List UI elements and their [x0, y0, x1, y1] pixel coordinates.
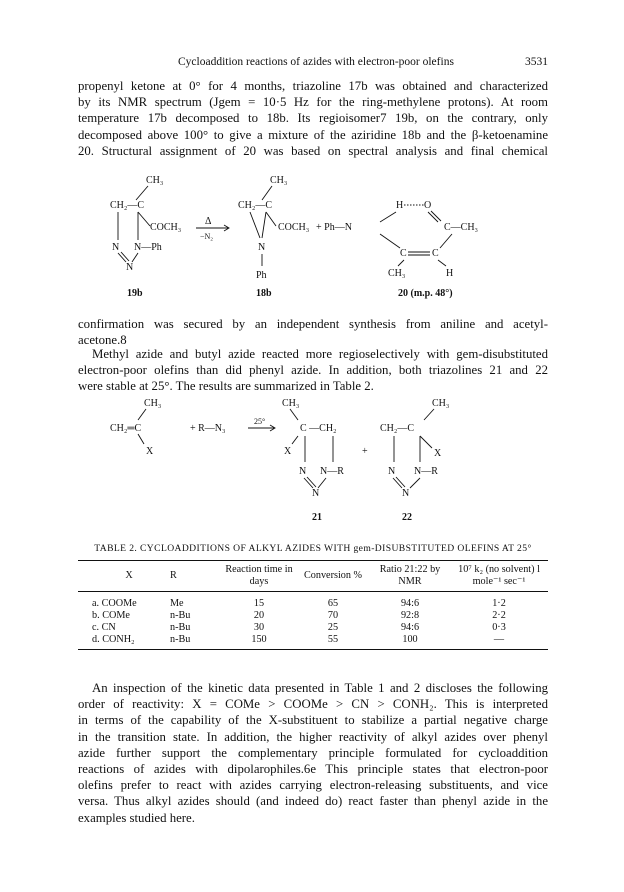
page-number: 3531 — [525, 56, 548, 68]
arrow-above-label-2: 25° — [254, 417, 266, 426]
text-line: examples studied here. — [78, 810, 195, 825]
cell-k2: 2·2 — [492, 610, 506, 621]
cell-x: b. COMe — [92, 610, 130, 621]
text-line: decomposed above 100° to give a mixture of the aziridine 18b and the β-ketoenamine — [78, 127, 548, 142]
cell-x: a. COOMe — [92, 598, 137, 609]
text-line: by its NMR spectrum (Jgem = 10·5 Hz for the ring-methylene protons). At room — [78, 95, 548, 110]
table-header-row — [78, 561, 548, 592]
text-line: Methyl azide and butyl azide reacted more regioselectively with gem-disubstituted — [92, 347, 548, 361]
table-row — [78, 622, 548, 634]
svg-text:X: X — [284, 446, 292, 457]
svg-text:CH₃: CH₃ — [144, 398, 162, 409]
reaction-arrow-1 — [196, 216, 229, 241]
cell-conversion: 25 — [327, 622, 339, 633]
text-line: 20. Structural assignment of 20 was based on spectral analysis and final chemical — [78, 143, 548, 158]
text-line: An inspection of the kinetic data presented in Table 1 and 2 discloses the following — [92, 681, 548, 695]
arrow-above-label: Δ — [205, 216, 212, 227]
structure-18b — [238, 175, 309, 299]
paragraph-3 — [78, 346, 548, 395]
cell-x: d. CONH₂ — [78, 634, 168, 650]
cell-r: n-Bu — [170, 622, 191, 633]
reaction-arrow-2 — [190, 417, 275, 434]
structure-22 — [380, 398, 449, 523]
plus-sign: + — [362, 446, 368, 457]
paragraph-2 — [78, 316, 548, 348]
cell-r: n-Bu — [170, 610, 191, 621]
svg-text:N—R: N—R — [320, 466, 344, 477]
header-ratio: Ratio 21:22 by NMR — [370, 561, 450, 592]
cell-r: n-Bu — [168, 634, 222, 650]
arrow-below-label: −N₂ — [200, 232, 214, 241]
svg-text:N: N — [126, 262, 134, 273]
cell-k2: — — [450, 634, 548, 650]
cell-k2: 0·3 — [492, 622, 506, 633]
label-20: 20 (m.p. 48°) — [398, 288, 453, 299]
structure-olefin — [110, 398, 161, 457]
svg-text:CH₂═C: CH₂═C — [110, 423, 142, 434]
svg-text:C —CH₂: C —CH₂ — [300, 423, 337, 434]
text-line: azide further support the complementary principle formulated for cycloaddition — [78, 745, 548, 760]
svg-text:H: H — [446, 268, 454, 279]
label-19b: 19b — [127, 288, 143, 299]
svg-text:COCH₃: COCH₃ — [278, 222, 310, 233]
svg-text:N—Ph: N—Ph — [134, 242, 162, 253]
cell-x: c. CN — [92, 622, 116, 633]
text-line: reactions of azides with dipolarophiles.6e This principle states that electron-poor — [78, 762, 548, 777]
running-head-title: Cycloaddition reactions of azides with electron-poor olefins — [178, 56, 454, 68]
text-line: versa. Thus alkyl azides should (and indeed do) react faster than phenyl azide in the — [78, 794, 548, 809]
cell-r: Me — [170, 598, 184, 609]
svg-text:N—R: N—R — [414, 466, 438, 477]
paragraph-4 — [78, 680, 548, 826]
svg-text:CH₃: CH₃ — [270, 175, 288, 186]
cell-ratio: 94:6 — [400, 598, 420, 609]
table-row — [78, 610, 548, 622]
svg-text:CH₃: CH₃ — [146, 175, 164, 186]
svg-text:CH₃: CH₃ — [282, 398, 300, 409]
svg-text:N: N — [312, 488, 320, 499]
paragraph-1 — [78, 78, 548, 159]
svg-text:CH₂—C: CH₂—C — [380, 423, 415, 434]
svg-text:N: N — [402, 488, 410, 499]
svg-text:H: H — [396, 200, 404, 211]
svg-text:N: N — [299, 466, 307, 477]
header-rate-constant: 10⁷ k₂ (no solvent) l mole⁻¹ sec⁻¹ — [450, 561, 548, 592]
text-line: order of reactivity: X = COMe > COOMe > CN > CONH₂. This is interpreted — [78, 697, 548, 712]
svg-text:Ph: Ph — [256, 270, 267, 281]
text-line: propenyl ketone at 0° for 4 months, triazoline 17b was obtained and characterized — [78, 79, 548, 93]
svg-text:N: N — [112, 242, 120, 253]
svg-text:C—CH₃: C—CH₃ — [444, 222, 479, 233]
header-r: R — [168, 561, 222, 592]
structure-20 — [380, 200, 478, 299]
text-line: were stable at 25°. The results are summarized in Table 2. — [78, 379, 374, 394]
header-x: X — [78, 561, 168, 592]
svg-text:C: C — [432, 248, 439, 259]
label-18b: 18b — [256, 288, 272, 299]
text-line: temperature 17b decomposed to 18b. Its regioisomer7 19b, on the contrary, only — [78, 111, 548, 126]
reagent-label: + R—N₃ — [190, 423, 226, 434]
header-reaction-time: Reaction time in days — [222, 561, 296, 592]
svg-text:CH₃: CH₃ — [432, 398, 450, 409]
cell-ratio: 92:8 — [400, 610, 420, 621]
text-line: in the transition state. In addition, the higher reactivity of alkyl azides over phenyl — [78, 729, 548, 744]
svg-text:C: C — [400, 248, 407, 259]
cell-k2: 1·2 — [492, 598, 506, 609]
cell-time: 20 — [253, 610, 265, 621]
text-line: electron-poor olefins than did phenyl azide. In addition, both triazolines 21 and 22 — [78, 363, 548, 378]
cell-ratio: 100 — [370, 634, 450, 650]
structure-21 — [282, 398, 344, 523]
label-22: 22 — [402, 512, 412, 523]
label-21: 21 — [312, 512, 322, 523]
plus-ph-n: + Ph—N — [316, 222, 352, 233]
svg-text:N: N — [258, 242, 266, 253]
cell-time: 30 — [253, 622, 265, 633]
svg-text:N: N — [388, 466, 396, 477]
svg-text:O: O — [424, 200, 432, 211]
cell-time: 15 — [253, 598, 265, 609]
svg-text:CH₂—C: CH₂—C — [110, 200, 145, 211]
svg-text:CH₂—C: CH₂—C — [238, 200, 273, 211]
cell-ratio: 94:6 — [400, 622, 420, 633]
table-caption: TABLE 2. CYCLOADDITIONS OF ALKYL AZIDES WITH gem-DISUBSTITUTED OLEFINS AT 25° — [94, 543, 532, 554]
text-line: olefins prefer to react with azides carrying electron-releasing substituents, and vice — [78, 778, 548, 793]
table-2 — [78, 560, 548, 650]
text-line: acetone.8 — [78, 333, 127, 348]
svg-text:X: X — [146, 446, 154, 457]
svg-text:X: X — [434, 448, 442, 459]
structure-19b — [110, 175, 181, 299]
cell-conversion: 55 — [296, 634, 370, 650]
table-row — [78, 634, 548, 650]
text-line: in terms of the capability of the X-substituent to stabilize a partial negative charge — [78, 713, 548, 728]
cell-time: 150 — [222, 634, 296, 650]
svg-text:CH₃: CH₃ — [388, 268, 406, 279]
header-conversion: Conversion % — [296, 561, 370, 592]
svg-text:COCH₃: COCH₃ — [150, 222, 182, 233]
text-line: confirmation was secured by an independent synthesis from aniline and acetyl- — [78, 317, 548, 331]
table-row — [78, 592, 548, 611]
cell-conversion: 70 — [327, 610, 339, 621]
cell-conversion: 65 — [327, 598, 339, 609]
